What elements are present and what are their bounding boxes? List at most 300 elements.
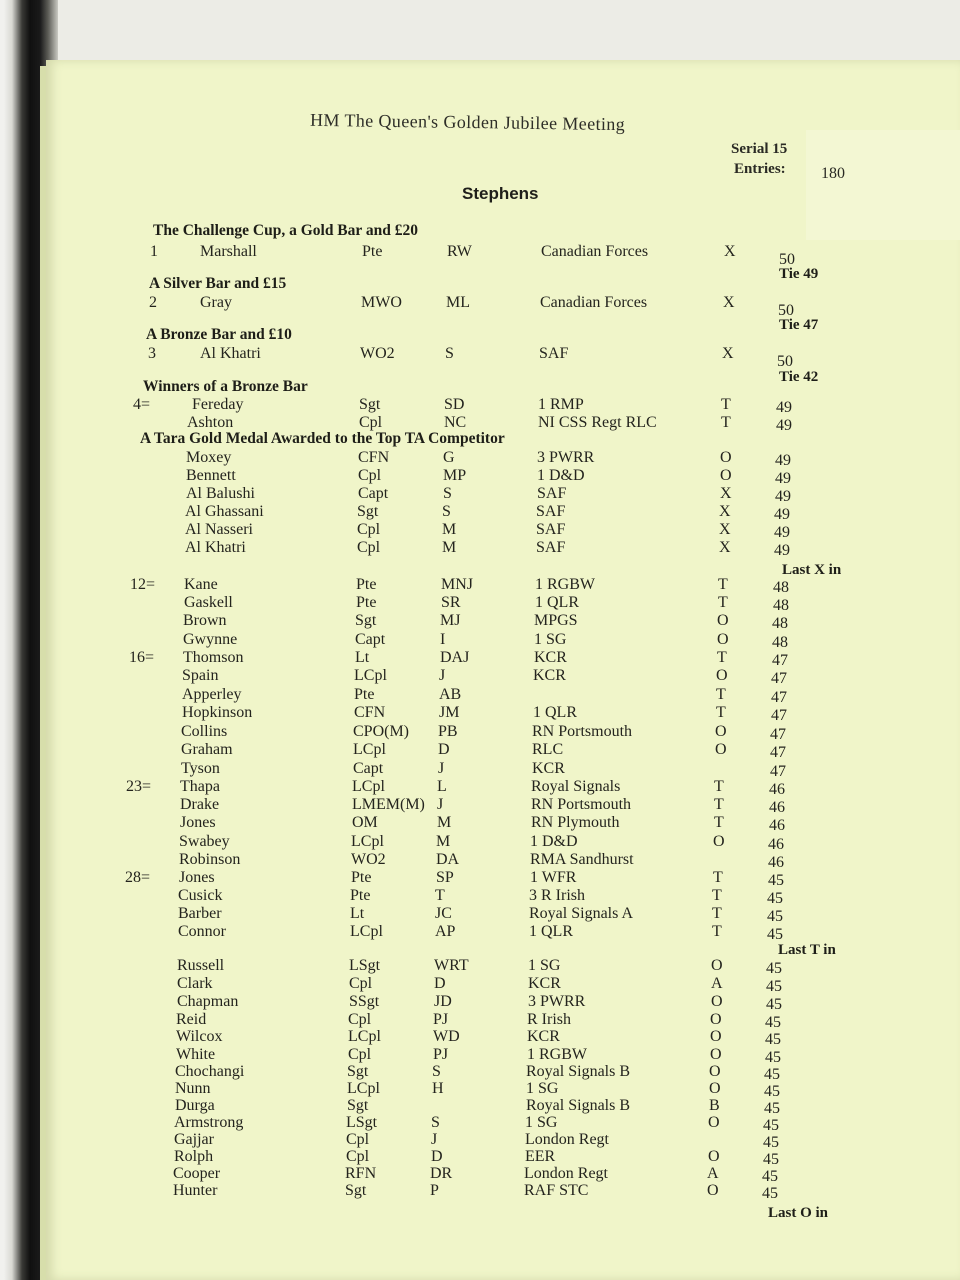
- result-score: 46: [769, 781, 785, 798]
- result-row: [0, 1046, 960, 1064]
- result-unit: 1 QLR: [529, 923, 573, 940]
- result-row: [0, 1063, 960, 1081]
- result-row: [0, 704, 960, 722]
- result-init: DAJ: [440, 649, 470, 666]
- result-name: Marshall: [200, 243, 257, 260]
- result-name: Gajjar: [174, 1131, 214, 1148]
- result-pos: 16=: [129, 649, 155, 666]
- result-rank: LCpl: [350, 923, 383, 940]
- result-score: 48: [772, 634, 788, 651]
- result-init: M: [442, 521, 457, 538]
- result-row: [0, 503, 960, 521]
- result-cls: O: [710, 1046, 722, 1063]
- result-init: WD: [433, 1028, 460, 1045]
- result-score: 48: [772, 615, 788, 632]
- result-cls: O: [713, 833, 725, 850]
- result-rank: Pte: [356, 594, 377, 611]
- result-unit: SAF: [536, 539, 566, 556]
- result-score: 45: [767, 908, 783, 925]
- result-name: Kane: [184, 576, 218, 593]
- result-rank: LCpl: [354, 667, 387, 684]
- result-rank: Cpl: [348, 1046, 372, 1063]
- result-init: H: [432, 1080, 444, 1097]
- result-cls: T: [716, 704, 726, 721]
- result-unit: KCR: [534, 649, 567, 666]
- result-init: SP: [436, 869, 454, 886]
- result-rank: Sgt: [359, 396, 381, 413]
- result-name: Clark: [177, 975, 213, 992]
- result-name: Al Ghassani: [185, 503, 264, 520]
- result-cls: X: [723, 294, 735, 311]
- result-rank: CFN: [358, 449, 390, 466]
- result-row: [0, 1011, 960, 1029]
- result-unit: MPGS: [534, 612, 578, 629]
- result-score: 45: [762, 1168, 778, 1185]
- result-row: [0, 612, 960, 630]
- result-rank: MWO: [361, 294, 402, 311]
- result-unit: Canadian Forces: [541, 243, 649, 260]
- section-challenge-cup: The Challenge Cup, a Gold Bar and £20: [153, 222, 418, 239]
- result-pos: 28=: [125, 869, 151, 886]
- result-cls: X: [720, 485, 732, 502]
- result-init: DA: [436, 851, 460, 868]
- result-pos: 12=: [130, 576, 156, 593]
- result-rank: Pte: [350, 887, 371, 904]
- result-cls: X: [722, 345, 734, 362]
- result-row: [0, 869, 960, 887]
- result-unit: 3 R Irish: [529, 887, 585, 904]
- result-cls: O: [716, 667, 728, 684]
- note-last-x: Last X in: [782, 562, 842, 578]
- result-row: [0, 1080, 960, 1098]
- result-cls: T: [712, 923, 722, 940]
- entries-count: 180: [821, 165, 845, 182]
- result-cls: T: [714, 814, 724, 831]
- paper-overlap: [806, 130, 960, 240]
- result-score: 45: [764, 1100, 780, 1117]
- result-row: [0, 778, 960, 796]
- result-name: Spain: [182, 667, 219, 684]
- result-cls: T: [712, 887, 722, 904]
- result-row: [0, 576, 960, 594]
- result-row: [0, 760, 960, 778]
- result-row: [0, 1114, 960, 1132]
- result-cls: O: [711, 993, 723, 1010]
- result-rank: Lt: [355, 649, 370, 666]
- result-name: Swabey: [179, 833, 230, 850]
- result-cls: T: [718, 576, 728, 593]
- section-winners-bronze: Winners of a Bronze Bar: [143, 378, 308, 395]
- result-init: D: [431, 1148, 443, 1165]
- result-name: Al Balushi: [186, 485, 255, 502]
- result-rank: LCpl: [353, 741, 386, 758]
- result-row: [0, 723, 960, 741]
- result-rank: LCpl: [348, 1028, 381, 1045]
- result-init: S: [442, 503, 451, 520]
- note-tie-47: Tie 47: [779, 317, 819, 333]
- result-score: 46: [769, 817, 785, 834]
- result-name: Jones: [179, 869, 215, 886]
- result-rank: Cpl: [346, 1131, 370, 1148]
- result-name: Gray: [200, 294, 232, 311]
- result-unit: London Regt: [525, 1131, 609, 1148]
- result-score: 48: [773, 579, 789, 596]
- result-name: Wilcox: [176, 1028, 223, 1045]
- result-name: Al Nasseri: [185, 521, 253, 538]
- result-init: D: [434, 975, 446, 992]
- result-row: [0, 887, 960, 905]
- result-unit: R Irish: [527, 1011, 571, 1028]
- competition-heading: Stephens: [462, 184, 539, 203]
- section-bronze-bar: A Bronze Bar and £10: [146, 326, 292, 343]
- result-cls: O: [707, 1182, 719, 1199]
- result-init: S: [432, 1063, 441, 1080]
- result-init: J: [438, 760, 445, 777]
- result-init: P: [430, 1182, 439, 1199]
- result-name: Armstrong: [174, 1114, 244, 1131]
- result-row: [0, 905, 960, 923]
- result-name: Russell: [177, 957, 225, 974]
- result-cls: T: [712, 905, 722, 922]
- result-name: Hunter: [173, 1182, 218, 1199]
- result-row: [0, 345, 960, 370]
- note-tie-49: Tie 49: [779, 266, 819, 282]
- result-unit: 1 SG: [534, 631, 567, 648]
- result-rank: Cpl: [357, 521, 381, 538]
- note-last-t: Last T in: [778, 942, 836, 958]
- result-name: Chochangi: [175, 1063, 245, 1080]
- result-score: 49: [774, 542, 790, 559]
- section-silver-bar: A Silver Bar and £15: [149, 275, 287, 292]
- result-score: 47: [770, 726, 786, 743]
- result-row: [0, 521, 960, 539]
- note-tie-42: Tie 42: [779, 369, 819, 385]
- result-unit: RLC: [532, 741, 564, 758]
- result-init: MNJ: [441, 576, 474, 593]
- result-cls: T: [721, 414, 731, 431]
- result-score: 48: [773, 597, 789, 614]
- result-rank: Sgt: [357, 503, 379, 520]
- result-name: Bennett: [186, 467, 236, 484]
- result-score: 49: [775, 452, 791, 469]
- result-score: 45: [764, 1066, 780, 1083]
- result-unit: SAF: [539, 345, 569, 362]
- result-rank: Cpl: [359, 414, 383, 431]
- section-tara-medal: A Tara Gold Medal Awarded to the Top TA Competitor: [140, 430, 505, 447]
- result-unit: KCR: [533, 667, 566, 684]
- result-unit: KCR: [528, 975, 561, 992]
- result-row: [0, 243, 960, 268]
- result-row: [0, 396, 960, 414]
- result-init: SR: [441, 594, 461, 611]
- result-rank: LCpl: [347, 1080, 380, 1097]
- result-row: [0, 833, 960, 851]
- result-name: Moxey: [186, 449, 232, 466]
- result-name: Connor: [178, 923, 226, 940]
- result-rank: WO2: [360, 345, 395, 362]
- result-row: [0, 975, 960, 993]
- result-init: J: [439, 667, 446, 684]
- result-row: [0, 1182, 960, 1200]
- result-cls: O: [708, 1114, 720, 1131]
- result-rank: Pte: [356, 576, 377, 593]
- result-rank: Pte: [362, 243, 383, 260]
- result-name: Collins: [181, 723, 228, 740]
- result-name: Al Khatri: [200, 345, 261, 362]
- result-rank: LCpl: [352, 778, 385, 795]
- result-rank: CFN: [354, 704, 386, 721]
- result-name: Hopkinson: [182, 704, 253, 721]
- result-cls: O: [717, 631, 729, 648]
- result-score: 45: [765, 1049, 781, 1066]
- result-init: J: [431, 1131, 438, 1148]
- result-pos: 23=: [126, 778, 152, 795]
- result-row: [0, 1097, 960, 1115]
- result-unit: 1 WFR: [530, 869, 577, 886]
- result-score: 45: [763, 1117, 779, 1134]
- result-name: Thapa: [180, 778, 220, 795]
- result-score: 47: [770, 763, 786, 780]
- result-rank: LMEM(M): [352, 796, 425, 813]
- result-rank: RFN: [345, 1165, 377, 1182]
- result-score: 46: [768, 854, 784, 871]
- result-name: Al Khatri: [185, 539, 246, 556]
- result-score: 45: [768, 872, 784, 889]
- result-init: SD: [444, 396, 465, 413]
- result-score: 47: [772, 652, 788, 669]
- result-row: [0, 1148, 960, 1166]
- result-init: I: [440, 631, 446, 648]
- result-unit: Royal Signals: [531, 778, 621, 795]
- result-unit: RN Portsmouth: [532, 723, 633, 740]
- result-unit: SAF: [536, 503, 566, 520]
- result-rank: Sgt: [345, 1182, 367, 1199]
- result-score: 47: [771, 707, 787, 724]
- result-init: PB: [438, 723, 458, 740]
- result-name: Nunn: [175, 1080, 211, 1097]
- result-name: Jones: [180, 814, 216, 831]
- result-row: [0, 631, 960, 649]
- result-rank: LCpl: [351, 833, 384, 850]
- result-score: 45: [767, 926, 783, 943]
- result-cls: O: [720, 467, 732, 484]
- result-rank: Cpl: [348, 1011, 372, 1028]
- result-score: 46: [768, 836, 784, 853]
- result-unit: 1 RGBW: [527, 1046, 587, 1063]
- entries-label: Entries:: [734, 161, 786, 177]
- result-name: Gwynne: [183, 631, 238, 648]
- result-init: S: [431, 1114, 440, 1131]
- result-score: 49: [774, 524, 790, 541]
- result-name: White: [176, 1046, 216, 1063]
- result-row: [0, 1028, 960, 1046]
- result-unit: RN Portsmouth: [531, 796, 632, 813]
- result-row: [0, 649, 960, 667]
- result-score: 49: [775, 488, 791, 505]
- result-score: 45: [765, 1031, 781, 1048]
- result-pos: 4=: [133, 396, 151, 413]
- result-cls: T: [716, 686, 726, 703]
- result-cls: X: [724, 243, 736, 260]
- result-name: Rolph: [174, 1148, 214, 1165]
- meeting-title: HM The Queen's Golden Jubilee Meeting: [309, 109, 626, 135]
- result-rank: Pte: [354, 686, 375, 703]
- result-name: Fereday: [192, 396, 244, 413]
- result-init: WRT: [434, 957, 469, 974]
- result-unit: RMA Sandhurst: [530, 851, 634, 868]
- result-score: 47: [770, 744, 786, 761]
- result-score: 45: [766, 960, 782, 977]
- result-cls: O: [717, 612, 729, 629]
- result-score: 45: [765, 1014, 781, 1031]
- result-unit: 1 D&D: [537, 467, 585, 484]
- result-row: [0, 923, 960, 941]
- result-cls: O: [715, 723, 727, 740]
- result-rank: WO2: [351, 851, 386, 868]
- result-init: MJ: [440, 612, 461, 629]
- result-cls: O: [708, 1148, 720, 1165]
- result-cls: O: [715, 741, 727, 758]
- result-init: JC: [435, 905, 452, 922]
- result-cls: A: [707, 1165, 719, 1182]
- result-init: T: [435, 887, 445, 904]
- result-cls: T: [713, 869, 723, 886]
- result-rank: SSgt: [349, 993, 380, 1010]
- result-unit: Canadian Forces: [540, 294, 648, 311]
- result-unit: SAF: [536, 521, 566, 538]
- result-unit: 1 QLR: [535, 594, 579, 611]
- result-pos: 1: [150, 243, 158, 260]
- result-cls: X: [719, 503, 731, 520]
- result-score: 47: [771, 689, 787, 706]
- result-cls: T: [714, 796, 724, 813]
- result-rank: Cpl: [357, 539, 381, 556]
- result-init: L: [437, 778, 447, 795]
- result-init: DR: [430, 1165, 453, 1182]
- result-unit: Royal Signals B: [526, 1063, 631, 1080]
- result-score: 45: [762, 1185, 778, 1202]
- result-rank: Sgt: [347, 1063, 369, 1080]
- result-init: PJ: [433, 1011, 449, 1028]
- result-init: M: [442, 539, 457, 556]
- result-rank: CPO(M): [353, 723, 410, 740]
- result-score: 49: [774, 506, 790, 523]
- result-init: D: [438, 741, 450, 758]
- result-row: [0, 686, 960, 704]
- result-unit: 1 SG: [528, 957, 561, 974]
- result-score: 50: [777, 353, 793, 370]
- result-init: PJ: [433, 1046, 449, 1063]
- result-rank: Pte: [351, 869, 372, 886]
- result-row: [0, 1131, 960, 1149]
- result-score: 50: [779, 251, 795, 268]
- result-score: 47: [771, 670, 787, 687]
- result-row: [0, 594, 960, 612]
- result-init: AP: [435, 923, 456, 940]
- result-unit: 1 SG: [526, 1080, 559, 1097]
- result-init: G: [443, 449, 455, 466]
- serial-label: Serial 15: [731, 141, 788, 157]
- result-rank: Cpl: [346, 1148, 370, 1165]
- result-init: S: [443, 485, 452, 502]
- result-unit: SAF: [537, 485, 567, 502]
- result-name: Drake: [180, 796, 220, 813]
- result-init: JD: [434, 993, 452, 1010]
- result-cls: A: [711, 975, 723, 992]
- result-unit: London Regt: [524, 1165, 608, 1182]
- result-rank: Sgt: [347, 1097, 369, 1114]
- result-row: [0, 485, 960, 503]
- result-name: Tyson: [181, 760, 220, 777]
- result-rank: LSgt: [346, 1114, 378, 1131]
- result-row: [0, 667, 960, 685]
- result-row: [0, 957, 960, 975]
- result-name: Barber: [178, 905, 222, 922]
- result-row: [0, 539, 960, 557]
- result-name: Chapman: [177, 993, 239, 1010]
- result-name: Gaskell: [184, 594, 233, 611]
- result-score: 49: [775, 470, 791, 487]
- result-init: MP: [443, 467, 467, 484]
- result-cls: O: [709, 1063, 721, 1080]
- result-unit: NI CSS Regt RLC: [538, 414, 657, 431]
- result-rank: Sgt: [355, 612, 377, 629]
- result-init: AB: [439, 686, 462, 703]
- result-rank: Capt: [353, 760, 384, 777]
- result-unit: EER: [525, 1148, 556, 1165]
- result-rank: OM: [352, 814, 378, 831]
- result-name: Ashton: [187, 414, 234, 431]
- result-name: Cusick: [178, 887, 223, 904]
- result-init: J: [437, 796, 444, 813]
- result-unit: 3 PWRR: [537, 449, 595, 466]
- result-rank: Capt: [358, 485, 389, 502]
- result-cls: T: [717, 649, 727, 666]
- result-score: 46: [769, 799, 785, 816]
- result-score: 45: [767, 890, 783, 907]
- result-row: [0, 993, 960, 1011]
- result-unit: KCR: [532, 760, 565, 777]
- result-init: S: [445, 345, 454, 362]
- result-row: [0, 1165, 960, 1183]
- result-unit: 1 SG: [525, 1114, 558, 1131]
- note-last-o: Last O in: [768, 1205, 829, 1221]
- result-unit: Royal Signals A: [529, 905, 634, 922]
- result-pos: 3: [148, 345, 156, 362]
- result-score: 45: [766, 996, 782, 1013]
- result-unit: 1 QLR: [533, 704, 577, 721]
- result-pos: 2: [149, 294, 157, 311]
- result-cls: B: [709, 1097, 720, 1114]
- result-row: [0, 294, 960, 319]
- result-name: Brown: [183, 612, 227, 629]
- result-init: M: [436, 833, 451, 850]
- result-rank: Cpl: [349, 975, 373, 992]
- result-init: RW: [447, 243, 472, 260]
- result-unit: 3 PWRR: [528, 993, 586, 1010]
- result-cls: O: [711, 957, 723, 974]
- result-row: [0, 741, 960, 759]
- result-init: NC: [444, 414, 467, 431]
- result-unit: KCR: [527, 1028, 560, 1045]
- result-name: Graham: [181, 741, 233, 758]
- result-rank: Capt: [355, 631, 386, 648]
- result-unit: RN Plymouth: [531, 814, 620, 831]
- result-cls: X: [719, 521, 731, 538]
- result-name: Durga: [175, 1097, 215, 1114]
- result-name: Robinson: [179, 851, 241, 868]
- result-row: [0, 851, 960, 869]
